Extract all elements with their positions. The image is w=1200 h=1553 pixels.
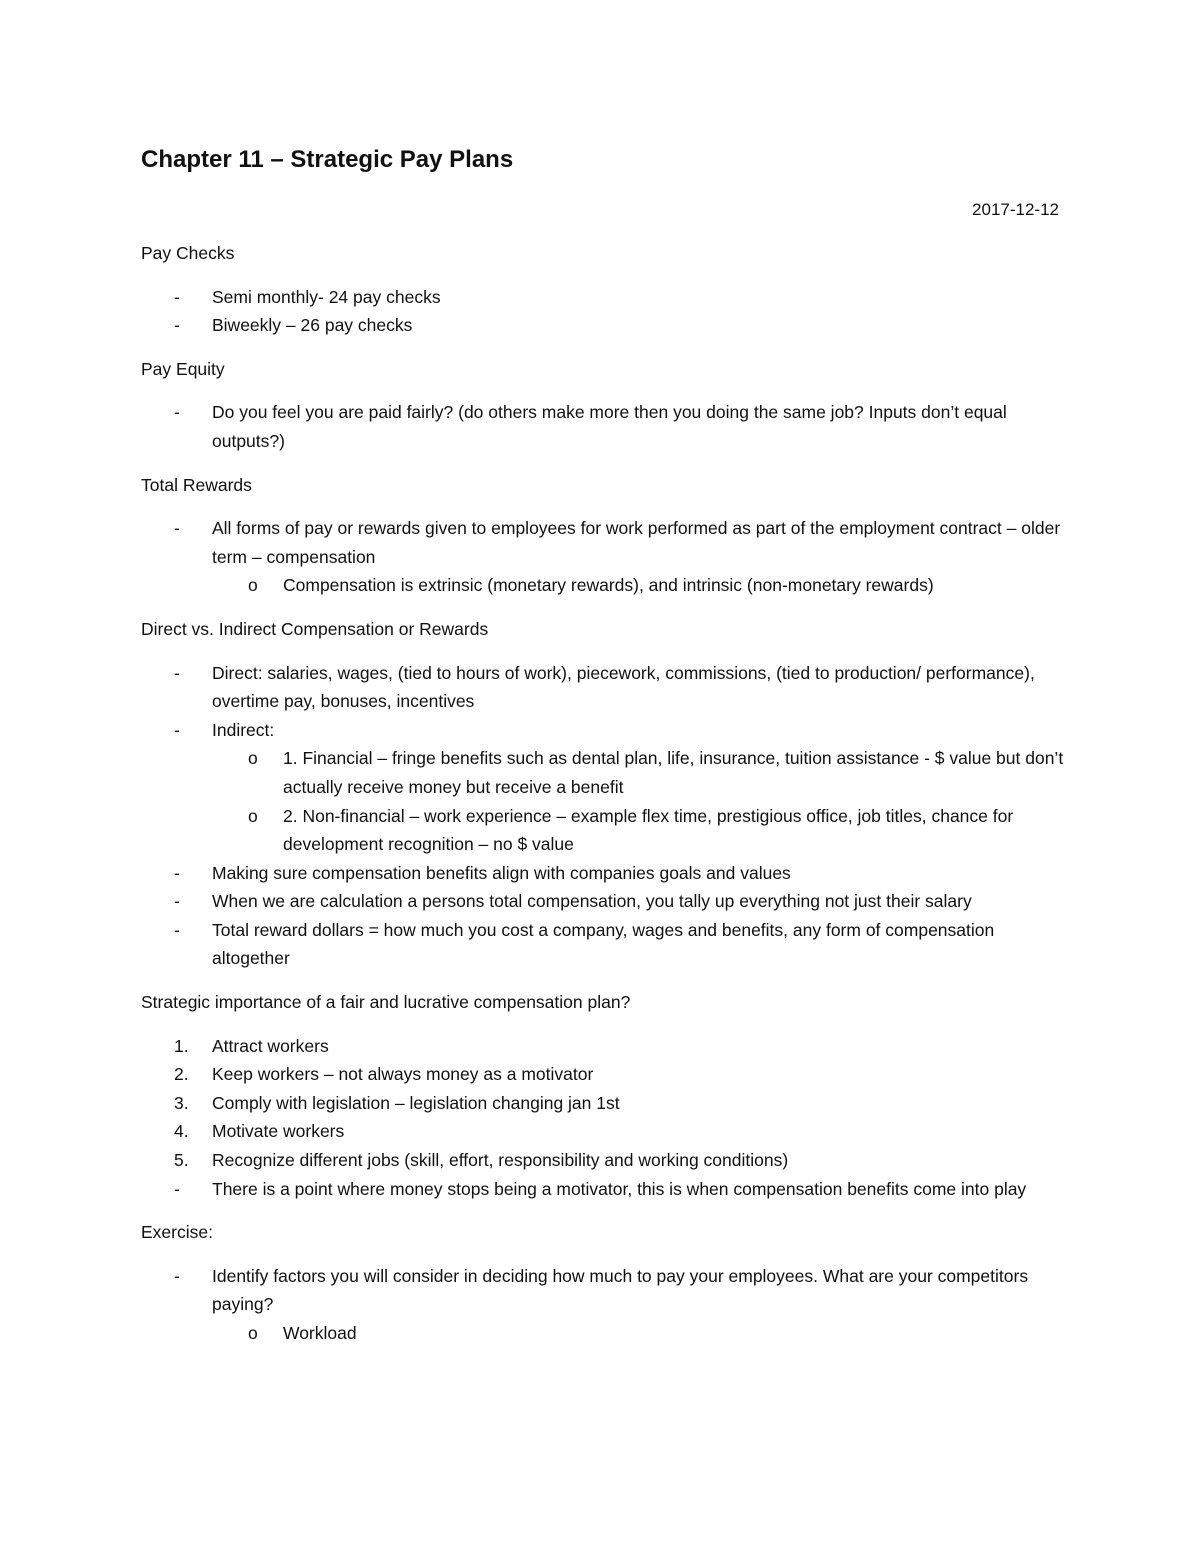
bullet-marker: o [248, 575, 258, 596]
sub-list-item-text: Compensation is extrinsic (monetary rewards), and intrinsic (non-monetary rewards) [283, 575, 934, 596]
section-heading-pay-checks: Pay Checks [141, 243, 235, 263]
section-heading-total-rewards: Total Rewards [141, 474, 252, 495]
sub-list-item [141, 744, 1066, 801]
section-heading-exercise: Exercise: [141, 1222, 213, 1243]
document-date: 2017-12-12 [972, 200, 1059, 219]
dash-marker: - [174, 919, 180, 940]
number-marker: 3. [174, 1092, 189, 1113]
sub-list-item [141, 802, 1066, 859]
list-item [141, 398, 1066, 455]
list-item-text: There is a point where money stops being a motivator, this is when compensation benefits come into play [212, 1178, 1027, 1199]
list-item [141, 859, 1066, 888]
number-marker: 5. [174, 1150, 189, 1171]
list-item-text: All forms of pay or rewards given to employees for work performed as part of the employment contract – older term – compensation [212, 518, 1061, 567]
sub-list-item [141, 1319, 1066, 1348]
list-item [141, 283, 1066, 312]
dash-marker: - [174, 286, 180, 307]
list-item-text: Total reward dollars = how much you cost a company, wages and benefits, any form of compensation altogether [212, 919, 995, 969]
list-item-text: Indirect: [212, 719, 275, 740]
list-item [141, 716, 1066, 859]
number-marker: 1. [174, 1035, 189, 1056]
list-item-text: Direct: salaries, wages, (tied to hours of work), piecework, commissions, (tied to production/ performance), overtime pay, bonuses, incentives [212, 662, 1035, 712]
list-item [141, 1060, 1066, 1089]
dash-marker: - [174, 862, 180, 883]
list-item-text: When we are calculation a persons total compensation, you tally up everything not just their salary [212, 891, 972, 912]
sub-list [212, 744, 1066, 858]
list-item [141, 1262, 1066, 1348]
dash-marker: - [174, 1265, 180, 1286]
section-heading-direct-indirect: Direct vs. Indirect Compensation or Rewards [141, 618, 489, 639]
list-item-text: Attract workers [212, 1035, 329, 1056]
list-item [141, 1175, 1066, 1204]
section-heading-strategic-importance: Strategic importance of a fair and lucrative compensation plan? [141, 992, 631, 1013]
list-item-text: Comply with legislation – legislation changing jan 1st [212, 1092, 620, 1113]
dash-marker: - [174, 518, 180, 539]
exercise-list [141, 1262, 1066, 1348]
list-item [141, 1117, 1066, 1146]
sub-list [212, 1319, 1066, 1348]
list-item-text: Semi monthly- 24 pay checks [212, 286, 441, 307]
direct-indirect-list [141, 659, 1066, 974]
document-title: Chapter 11 – Strategic Pay Plans [141, 146, 514, 173]
bullet-marker: o [248, 805, 258, 826]
list-item-text: Do you feel you are paid fairly? (do others make more then you doing the same job? Inputs don’t equal outputs?) [212, 402, 1007, 451]
number-marker: 2. [174, 1064, 189, 1085]
list-item [141, 1032, 1066, 1061]
sub-list [212, 571, 1066, 600]
bullet-marker: o [248, 748, 258, 769]
number-marker: 4. [174, 1121, 189, 1142]
section-heading-pay-equity: Pay Equity [141, 358, 225, 379]
sub-list-item-text: 2. Non-financial – work experience – example flex time, prestigious office, job titles, chance for development recognition – no $ value [283, 805, 1014, 855]
list-item-text: Keep workers – not always money as a motivator [212, 1064, 594, 1085]
total-rewards-list [141, 514, 1066, 600]
list-item [141, 916, 1066, 973]
pay-equity-list [141, 398, 1066, 455]
list-item-text: Motivate workers [212, 1121, 345, 1142]
bullet-marker: o [248, 1323, 258, 1343]
pay-checks-list [141, 283, 1066, 340]
document-body [141, 239, 1066, 1363]
dash-marker: - [174, 315, 180, 336]
list-item [141, 514, 1066, 600]
list-item [141, 659, 1066, 716]
list-item-text: Making sure compensation benefits align with companies goals and values [212, 862, 791, 883]
list-item [141, 311, 1066, 340]
strategic-importance-list [141, 1032, 1066, 1204]
list-item-text: Biweekly – 26 pay checks [212, 315, 413, 336]
dash-marker: - [174, 719, 180, 740]
dash-marker: - [174, 402, 180, 423]
sub-list-item-text: 1. Financial – fringe benefits such as dental plan, life, insurance, tuition assistance - $ value but don’t actually receive money but receive a benefit [283, 748, 1064, 797]
sub-list-item-text: Workload [283, 1323, 357, 1343]
list-item [141, 1089, 1066, 1118]
sub-list-item [141, 571, 1066, 600]
list-item-text: Recognize different jobs (skill, effort, responsibility and working conditions) [212, 1150, 789, 1171]
list-item [141, 887, 1066, 916]
list-item-text: Identify factors you will consider in deciding how much to pay your employees. What are your competitors paying? [212, 1265, 1029, 1315]
dash-marker: - [174, 1178, 180, 1199]
dash-marker: - [174, 891, 180, 912]
dash-marker: - [174, 662, 180, 683]
list-item [141, 1146, 1066, 1175]
